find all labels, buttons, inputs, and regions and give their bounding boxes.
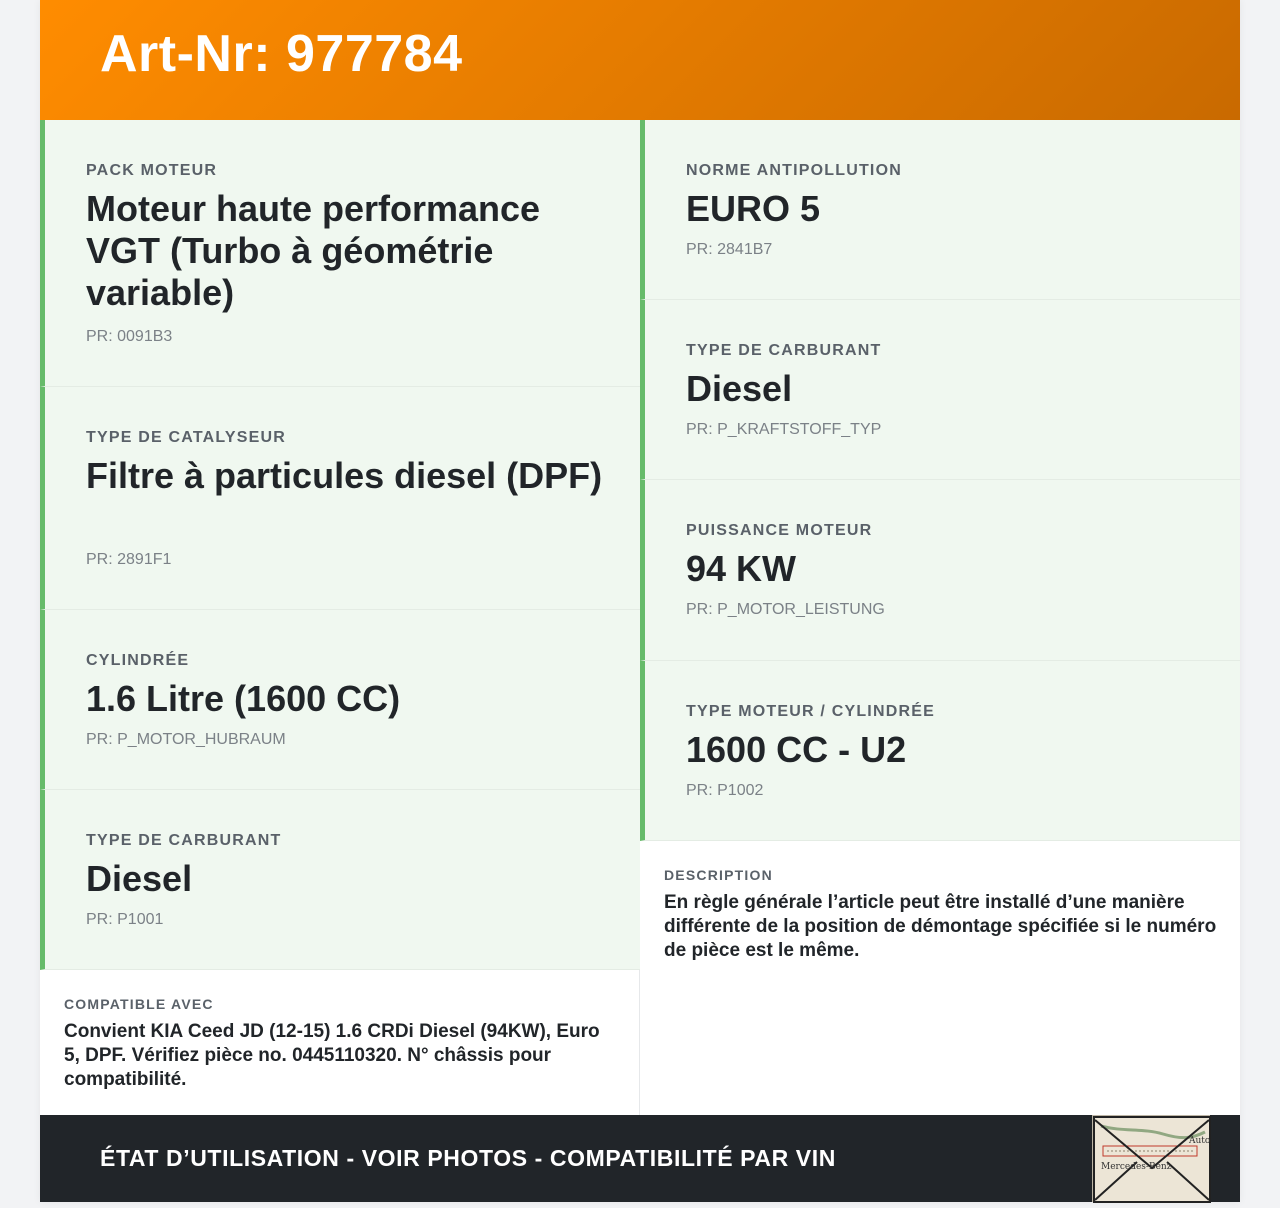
spec-pr-code: PR: 2891F1	[86, 551, 172, 568]
spec-cell-catalyst-type	[40, 387, 640, 610]
footer-notice: ÉTAT D’UTILISATION - VOIR PHOTOS - COMPATIBILITÉ PAR VIN	[100, 1145, 836, 1171]
compatible-section	[40, 970, 640, 1115]
spec-pr-code: PR: 2841B7	[686, 241, 773, 258]
spec-value: 1.6 Litre (1600 CC)	[86, 678, 401, 719]
spec-pr-code: PR: P_MOTOR_HUBRAUM	[86, 731, 286, 748]
spec-pr-code: PR: P1001	[86, 911, 164, 928]
header-banner	[40, 0, 1240, 120]
spec-value: EURO 5	[686, 188, 821, 229]
spec-label: CYLINDRÉE	[86, 652, 190, 669]
spec-value: Diesel	[686, 368, 793, 409]
article-number-title: Art-Nr: 977784	[100, 25, 463, 83]
product-card	[40, 0, 1240, 1202]
description-section	[640, 841, 1240, 1115]
spec-cell-engine-power	[640, 480, 1240, 661]
description-text: En règle générale l’article peut être installé d’une manière différente de la position de démontage spécifiée si le numéro de pièce est le même.	[664, 892, 1217, 961]
stamp-text-auto: Auto	[1189, 1136, 1211, 1146]
envelope-icon	[1093, 1116, 1211, 1203]
spec-value: Diesel	[86, 858, 193, 899]
spec-cell-displacement	[40, 610, 640, 790]
spec-label: TYPE DE CATALYSEUR	[86, 429, 286, 446]
spec-label: PUISSANCE MOTEUR	[686, 522, 873, 539]
spec-label: NORME ANTIPOLLUTION	[686, 162, 902, 179]
spec-cell-engine-pack	[40, 120, 640, 387]
registration-document-image	[1092, 1115, 1210, 1202]
spec-pr-code: PR: P_MOTOR_LEISTUNG	[686, 601, 885, 618]
spec-pr-code: PR: P1002	[686, 782, 764, 799]
spec-label: TYPE MOTEUR / CYLINDRÉE	[686, 703, 935, 720]
spec-label: TYPE DE CARBURANT	[86, 832, 282, 849]
spec-pr-code: PR: 0091B3	[86, 328, 173, 345]
spec-value: Filtre à particules diesel (DPF)	[86, 455, 603, 496]
stamp-text-brand: Mercedes-Benz	[1101, 1162, 1172, 1172]
spec-value: Moteur haute performance VGT (Turbo à géométrie variable)	[86, 188, 541, 313]
compatible-label: COMPATIBLE AVEC	[64, 996, 214, 1012]
compatible-text: Convient KIA Ceed JD (12-15) 1.6 CRDi Diesel (94KW), Euro 5, DPF. Vérifiez pièce no. 0445110320. N° châssis pour compatibilité.	[64, 1021, 600, 1090]
spec-cell-engine-type	[640, 661, 1240, 841]
description-label: DESCRIPTION	[664, 867, 773, 883]
spec-pr-code: PR: P_KRAFTSTOFF_TYP	[686, 421, 882, 438]
spec-value: 94 KW	[686, 548, 797, 589]
spec-cell-emission-norm	[640, 120, 1240, 300]
spec-cell-fuel-type	[40, 790, 640, 970]
spec-value: 1600 CC - U2	[686, 729, 907, 770]
spec-label: TYPE DE CARBURANT	[686, 342, 882, 359]
footer-bar	[40, 1115, 1240, 1202]
spec-cell-fuel-type	[640, 300, 1240, 480]
spec-label: PACK MOTEUR	[86, 162, 218, 179]
